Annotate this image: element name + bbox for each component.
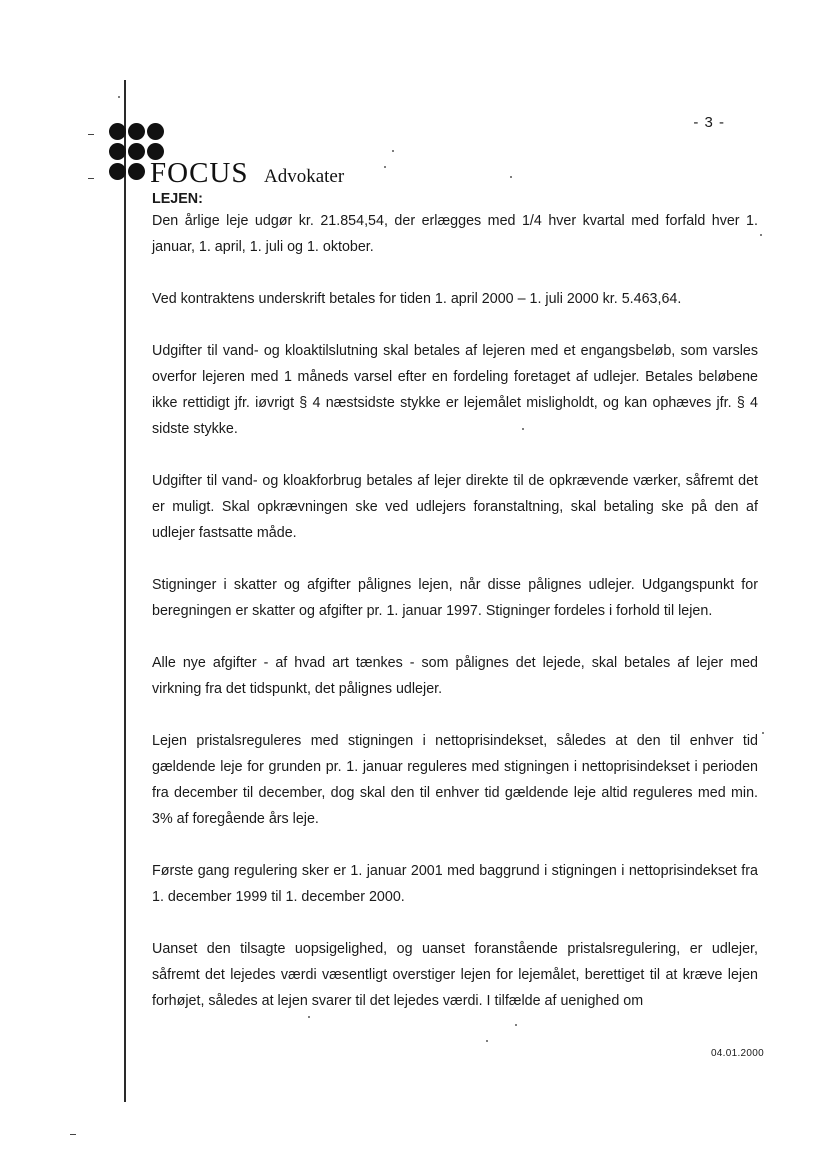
logo-dot-icon [109,123,126,140]
scan-speck [118,96,120,98]
scan-speck [510,176,512,178]
paragraph: Uanset den tilsagte uopsigelighed, og uanset foranstående pristalsregulering, er udlejer, såfremt det lejedes værdi væsentligt overstiger lejen for lejemålet, berettiget til at kræve lejen forhøjet, således at lejen svarer til det lejedes værdi. I tilfælde af uenighed om [152,941,758,1009]
paragraph: Udgifter til vand- og kloaktilslutning skal betales af lejeren med et engangsbeløb, som varsles overfor lejeren med 1 måneds varsel efter en fordeling foretaget af udlejer. Betales beløbene ikke rettidigt jfr. iøvrigt § 4 næstsidste stykke er lejemålet misligholdt, og kan ophæves jfr. § 4 sidste stykke. [152,343,758,437]
paragraph: Ved kontraktens underskrift betales for tiden 1. april 2000 – 1. juli 2000 kr. 5.463,64. [152,291,682,307]
scan-speck [384,166,386,168]
scan-speck [308,1016,310,1018]
logo-dot-icon [109,143,126,160]
scan-speck [515,1024,517,1026]
paragraph: Første gang regulering sker er 1. januar 2001 med baggrund i stigningen i nettoprisindekset fra 1. december 1999 til 1. december 2000. [152,863,758,905]
paragraph: Stigninger i skatter og afgifter pålignes lejen, når disse pålignes udlejer. Udgangspunkt for beregningen er skatter og afgifter pr. 1. januar 1997. Stigninger fordeles i forhold til lejen. [152,577,758,619]
logo-dot-icon [109,163,126,180]
paragraph: Den årlige leje udgør kr. 21.854,54, der erlægges med 1/4 hver kvartal med forfald hver 1. januar, 1. april, 1. juli og 1. oktober. [152,213,758,255]
scan-speck [760,234,762,236]
logo-name: FOCUS [150,157,249,189]
focus-advokater-logo [104,121,364,193]
margin-tick [88,178,94,179]
paragraph: Alle nye afgifter - af hvad art tænkes - som pålignes det lejede, skal betales af lejer med virkning fra det tidspunkt, det pålignes udlejer. [152,655,758,697]
paragraph: Lejen pristalsreguleres med stigningen i nettoprisindekset, således at den til enhver tid gældende leje for grunden pr. 1. januar reguleres med stigningen i nettoprisindekset i perioden fra december til december, dog skal den til enhver tid gældende leje altid reguleres med min. 3% af foregående års leje. [152,733,758,827]
logo-dot-icon [128,163,145,180]
margin-tick [70,1134,76,1135]
left-margin-rule [124,80,126,1102]
page-number: - 3 - [693,114,725,131]
logo-dot-icon [128,123,145,140]
footer-date: 04.01.2000 [710,1048,764,1059]
scan-speck [762,732,764,734]
scan-speck [486,1040,488,1042]
scan-speck [522,428,524,430]
margin-tick [88,134,94,135]
scan-speck [392,150,394,152]
logo-subtitle: Advokater [264,166,345,187]
paragraph: Udgifter til vand- og kloakforbrug betales af lejer direkte til de opkrævende værker, såfremt det er muligt. Skal opkrævningen ske ved udlejers foranstaltning, skal betaling ske på den af udlejer fastsatte måde. [152,473,758,541]
logo-dot-icon [147,123,164,140]
document-body [152,190,758,1014]
section-heading: LEJEN: [152,191,203,207]
logo-dot-icon [128,143,145,160]
